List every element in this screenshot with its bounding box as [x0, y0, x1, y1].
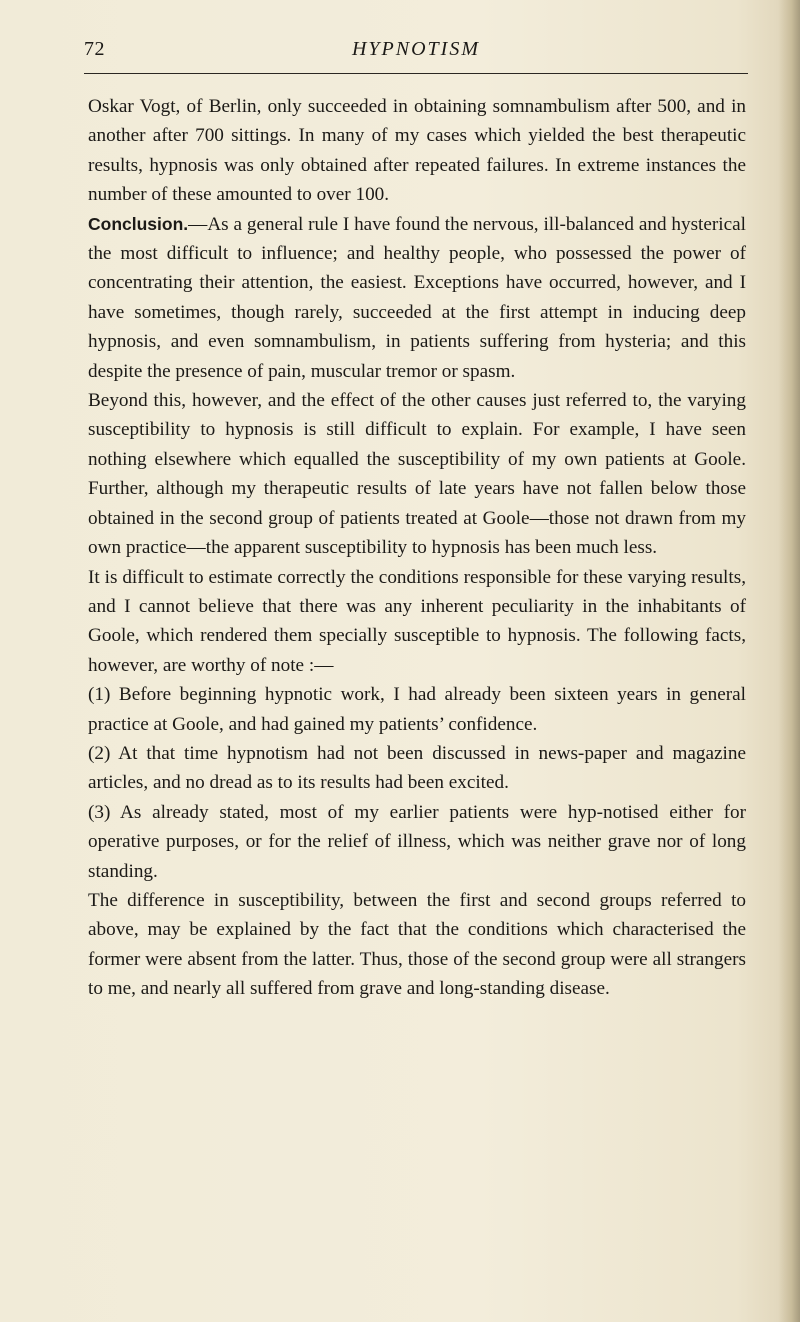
- page-edge-shadow: [778, 0, 800, 1322]
- paragraph-text: —As a general rule I have found the nervous, ill-balanced and hysterical the most difficult to influence; and healthy people, who possessed the power of concentrating their attention, the easiest. Exceptions have occurred, however, and I have sometimes, though rarely, succeeded at the first attempt in inducing deep hypnosis, and even somnambulism, in patients suffering from hysteria; and this despite the presence of pain, muscular tremor or spasm.: [88, 213, 746, 382]
- paragraph-text: Oskar Vogt, of Berlin, only succeeded in obtaining somnambulism after 500, and in another after 700 sittings. In many of my cases which yielded the best therapeutic results, hypnosis was only obtained after repeated failures. In extreme instances the number of these amounted to over 100.: [88, 96, 746, 206]
- page-number: 72: [84, 38, 105, 60]
- section-heading: Conclusion.: [88, 213, 189, 234]
- paragraph-6: [88, 739, 746, 798]
- header-rule: [84, 73, 748, 74]
- page-header: [84, 38, 748, 70]
- running-head: HYPNOTISM: [351, 38, 480, 60]
- paragraph-text: It is difficult to estimate correctly the conditions responsible for these varying results, and I cannot believe that there was any inherent peculiarity in the inhabitants of Goole, which rendered them specially susceptible to hypnosis. The following facts, however, are worthy of note :—: [88, 566, 746, 676]
- paragraph-1: [88, 92, 746, 210]
- paragraph-8: [88, 886, 746, 1004]
- paragraph-text: (2) At that time hypnotism had not been discussed in news-paper and magazine articles, and no dread as to its results had been excited.: [88, 742, 746, 794]
- paragraph-2: [88, 210, 746, 386]
- paragraph-text: Beyond this, however, and the effect of the other causes just referred to, the varying susceptibility to hypnosis is still difficult to explain. For example, I have seen nothing elsewhere which equalled the susceptibility of my own patients at Goole. Further, although my therapeutic results of late years have not fallen below those obtained in the second group of patients treated at Goole—those not drawn from my own practice—the apparent susceptibility to hypnosis has been much less.: [88, 390, 746, 559]
- paragraph-4: [88, 563, 746, 681]
- paragraph-text: (3) As already stated, most of my earlier patients were hyp-notised either for operative purposes, or for the relief of illness, which was neither grave nor of long standing.: [88, 801, 746, 882]
- body-text: [88, 92, 746, 1004]
- paragraph-text: (1) Before beginning hypnotic work, I had already been sixteen years in general practice at Goole, and had gained my patients’ confidence.: [88, 684, 746, 735]
- paragraph-3: [88, 386, 746, 562]
- paragraph-text: The difference in susceptibility, between the first and second groups referred to above, may be explained by the fact that the conditions which characterised the former were absent from the latter. Thus, those of the second group were all strangers to me, and nearly all suffered from grave and long-standing disease.: [88, 889, 746, 1000]
- paragraph-5: [88, 680, 746, 739]
- paragraph-7: [88, 798, 746, 886]
